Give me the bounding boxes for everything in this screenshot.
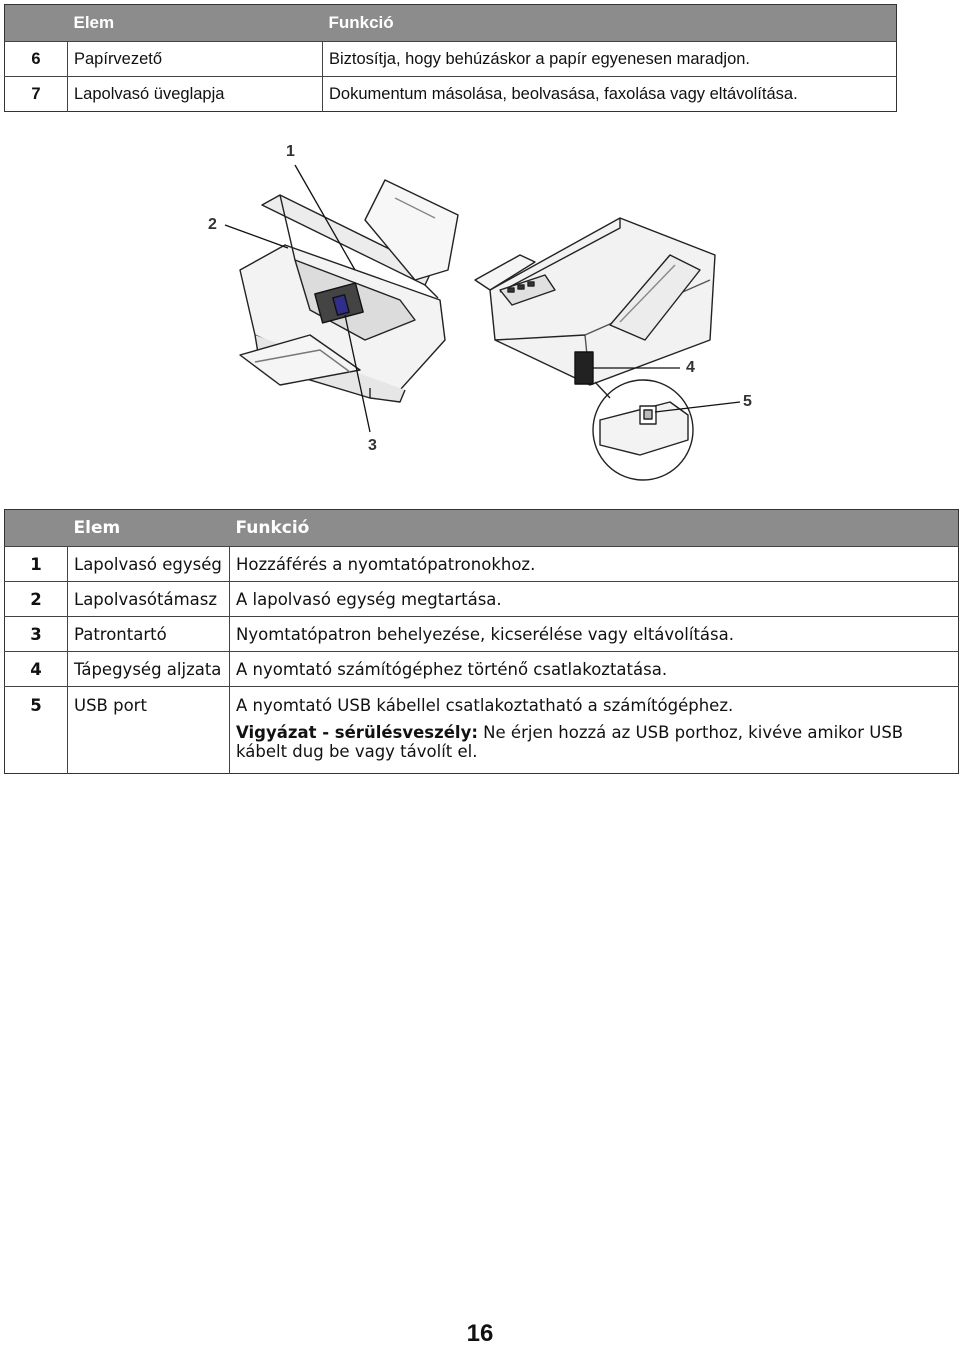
row-elem: Lapolvasó üveglapja xyxy=(68,77,323,112)
row-funkcio: A nyomtató számítógéphez történő csatlakoztatása. xyxy=(230,652,959,687)
row-funkcio: A nyomtató USB kábellel csatlakoztatható a számítógéphez. xyxy=(236,696,734,715)
header-elem: Elem xyxy=(73,13,115,32)
printer-illustration xyxy=(200,140,780,490)
warning-text: Ne érjen hozzá az USB porthoz, kivéve amikor USB kábelt dug be vagy távolít el. xyxy=(236,723,904,761)
table-row xyxy=(5,42,897,77)
table-row xyxy=(5,687,959,774)
page-number: 16 xyxy=(466,1320,494,1347)
callout-1: 1 xyxy=(286,143,295,160)
row-funkcio: Nyomtatópatron behelyezése, kicserélése vagy eltávolítása. xyxy=(230,617,959,652)
row-funkcio: Dokumentum másolása, beolvasása, faxolása vagy eltávolítása. xyxy=(323,77,897,112)
row-funkcio-cell xyxy=(230,687,959,774)
callout-5: 5 xyxy=(743,393,752,410)
items-table-top xyxy=(4,4,897,112)
row-elem: Papírvezető xyxy=(68,42,323,77)
warning-note xyxy=(236,723,952,761)
row-funkcio: A lapolvasó egység megtartása. xyxy=(230,582,959,617)
callout-2: 2 xyxy=(208,216,217,233)
table-row xyxy=(5,652,959,687)
row-number: 3 xyxy=(5,617,68,652)
row-elem: Patrontartó xyxy=(68,617,230,652)
callout-4: 4 xyxy=(686,359,695,376)
row-number: 4 xyxy=(5,652,68,687)
header-funkcio: Funkció xyxy=(328,13,394,32)
row-number: 7 xyxy=(5,77,68,112)
row-elem: Lapolvasó egység xyxy=(68,547,230,582)
row-number: 6 xyxy=(5,42,68,77)
row-number: 2 xyxy=(5,582,68,617)
items-table-bottom xyxy=(4,509,959,774)
header-funkcio: Funkció xyxy=(235,518,310,538)
row-number: 1 xyxy=(5,547,68,582)
row-number: 5 xyxy=(5,687,68,774)
callout-3: 3 xyxy=(368,437,377,454)
row-elem: Tápegység aljzata xyxy=(68,652,230,687)
table-header-row xyxy=(5,5,897,42)
warning-label: Vigyázat - sérülésveszély: xyxy=(236,723,478,742)
table-row xyxy=(5,547,959,582)
row-elem: USB port xyxy=(68,687,230,774)
row-funkcio: Biztosítja, hogy behúzáskor a papír egyenesen maradjon. xyxy=(323,42,897,77)
table-row xyxy=(5,617,959,652)
table-row xyxy=(5,582,959,617)
header-elem: Elem xyxy=(73,518,121,538)
table-header-row xyxy=(5,510,959,547)
table-row xyxy=(5,77,897,112)
row-funkcio: Hozzáférés a nyomtatópatronokhoz. xyxy=(230,547,959,582)
row-elem: Lapolvasótámasz xyxy=(68,582,230,617)
